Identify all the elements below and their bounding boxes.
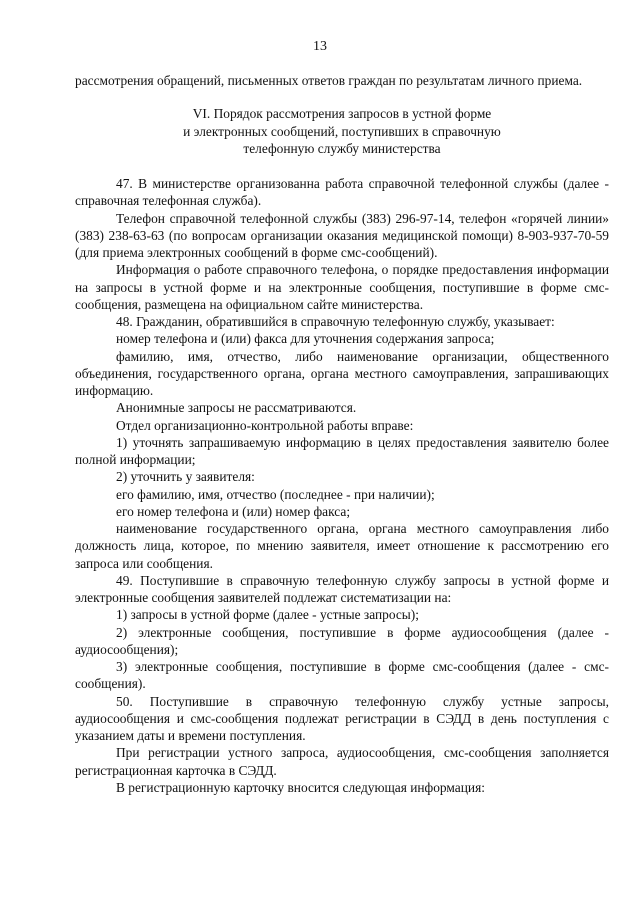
paragraph-category-3: 3) электронные сообщения, поступившие в форме смс-сообщения (далее - смс-сообщения).	[75, 659, 609, 692]
paragraph-anonymous: Анонимные запросы не рассматриваются.	[116, 400, 357, 416]
paragraph-phones: Телефон справочной телефонной службы (383) 296-97-14, телефон «горячей линии» (383) 238-63-63 (по вопросам организации оказания медицинской помощи) 8-903-937-70-59 (для приема электронных сообщений в форме смс-сообщений).	[75, 210, 609, 260]
section-heading-line-3: телефонную службу министерства	[243, 140, 441, 156]
paragraph-right-1: 1) уточнять запрашиваемую информацию в целях предоставления заявителю более полной информации;	[75, 434, 609, 467]
paragraph-category-1: 1) запросы в устной форме (далее - устные запросы);	[116, 607, 419, 623]
document-body	[75, 72, 609, 796]
paragraph-category-2: 2) электронные сообщения, поступившие в форме аудиосообщения (далее - аудиосообщения);	[75, 624, 609, 657]
intro-continuation: рассмотрения обращений, письменных ответов граждан по результатам личного приема.	[75, 73, 583, 88]
section-heading-line-1: VI. Порядок рассмотрения запросов в устной форме	[192, 106, 492, 122]
paragraph-50: 50. Поступившие в справочную телефонную службу устные запросы, аудиосообщения и смс-сообщения подлежат регистрации в СЭДД в день поступления с указанием даты и времени поступления.	[75, 693, 609, 743]
page-number: 13	[313, 39, 327, 54]
paragraph-name-organization: фамилию, имя, отчество, либо наименование организации, общественного объединения, государственного органа, органа местного самоуправления, запрашивающих информацию.	[75, 348, 609, 398]
paragraph-card-info: В регистрационную карточку вносится следующая информация:	[116, 779, 485, 795]
section-heading-line-2: и электронных сообщений, поступивших в справочную	[183, 123, 501, 139]
paragraph-registration-card: При регистрации устного запроса, аудиосообщения, смс-сообщения заполняется регистрационная карточка в СЭДД.	[75, 745, 609, 778]
paragraph-info-publication: Информация о работе справочного телефона, о порядке предоставления информации на запросы в устной форме и на электронные сообщения, поступившие в форме смс-сообщения, размещена на официальном сайте министерства.	[75, 262, 609, 312]
paragraph-48: 48. Гражданин, обратившийся в справочную телефонную службу, указывает:	[116, 314, 555, 329]
paragraph-authority-name: наименование государственного органа, органа местного самоуправления либо должность лица, которое, по мнению заявителя, имеет отношение к рассмотрению его запроса или сообщения.	[75, 521, 609, 571]
paragraph-department-rights: Отдел организационно-контрольной работы вправе:	[116, 417, 414, 433]
paragraph-49: 49. Поступившие в справочную телефонную службу запросы в устной форме и электронные сообщения заявителей подлежат систематизации на:	[75, 572, 609, 605]
paragraph-phone-fax: номер телефона и (или) факса для уточнения содержания запроса;	[116, 331, 495, 347]
paragraph-47: 47. В министерстве организованна работа справочной телефонной службы (далее - справочная телефонная служба).	[75, 176, 609, 209]
paragraph-right-2: 2) уточнить у заявителя:	[116, 469, 255, 485]
paragraph-phone-number: его номер телефона и (или) номер факса;	[116, 503, 351, 519]
paragraph-full-name: его фамилию, имя, отчество (последнее - при наличии);	[116, 486, 435, 502]
section-heading	[75, 105, 609, 157]
